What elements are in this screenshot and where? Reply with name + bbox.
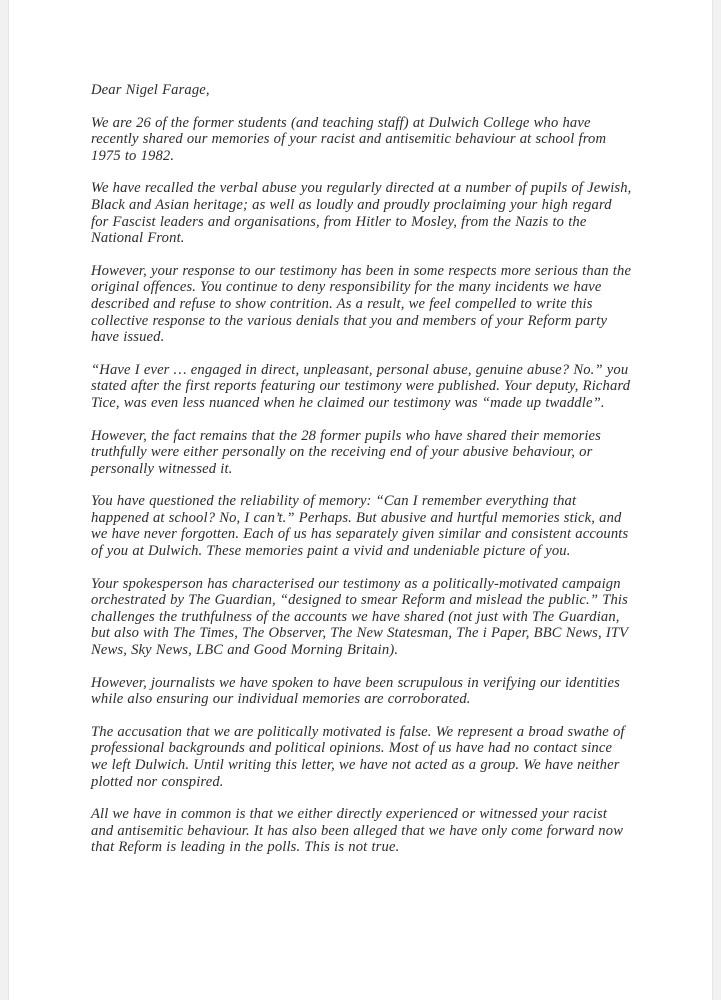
letter-paragraph: However, journalists we have spoken to have been scrupulous in verifying our identities while also ensuring our individual memories are corroborated. xyxy=(91,674,620,708)
letter-paragraph: We have recalled the verbal abuse you regularly directed at a number of pupils of Jewish, Black and Asian heritage; as well as loudly and proudly proclaiming your high regard for Fascist leaders and organisations, from Hitler to Mosley, from the Nazis to the National Front. xyxy=(91,180,632,247)
letter-paragraph: We are 26 of the former students (and teaching staff) at Dulwich College who have recently shared our memories of your racist and antisemitic behaviour at school from 1975 to 1982. xyxy=(91,114,607,164)
letter-content xyxy=(91,82,632,856)
letter-paragraph: However, the fact remains that the 28 former pupils who have shared their memories truthfully were either personally on the receiving end of your abusive behaviour, or personally witnessed it. xyxy=(91,427,602,477)
letter-paragraph: You have questioned the reliability of memory: “Can I remember everything that happened at school? No, I can’t.” Perhaps. But abusive and hurtful memories stick, and we have never forgotten. Each of us has separately given similar and consistent accounts of you at Dulwich. These memories paint a vivid and undeniable picture of you. xyxy=(91,493,629,560)
letter-paragraph: “Have I ever … engaged in direct, unpleasant, personal abuse, genuine abuse? No.” you stated after the first reports featuring our testimony were published. Your deputy, Richard Tice, was even less nuanced when he claimed our testimony was “made up twaddle”. xyxy=(91,361,631,411)
letter-paragraph: However, your response to our testimony has been in some respects more serious than the original offences. You continue to deny responsibility for the many incidents we have described and refuse to show contrition. As a result, we feel compelled to write this collective response to the various denials that you and members of your Reform party have issued. xyxy=(91,262,632,346)
letter-paragraph: The accusation that we are politically motivated is false. We represent a broad swathe of professional backgrounds and political opinions. Most of us have had no contact since we left Dulwich. Until writing this letter, we have not acted as a group. We have neither plotted nor conspired. xyxy=(91,723,625,790)
letter-paragraph: All we have in common is that we either directly experienced or witnessed your racist and antisemitic behaviour. It has also been alleged that we have only come forward now that Reform is leading in the polls. This is not true. xyxy=(91,806,624,856)
letter-salutation: Dear Nigel Farage, xyxy=(91,82,210,98)
letter-paragraph: Your spokesperson has characterised our testimony as a politically-motivated campaign orchestrated by The Guardian, “designed to smear Reform and mislead the public.” This challenges the truthfulness of the accounts we have shared (not just with The Guardian, but also with The Times, The Observer, The New Statesman, The i Paper, BBC News, ITV News, Sky News, LBC and Good Morning Britain). xyxy=(91,575,628,659)
document-page xyxy=(8,0,713,1000)
